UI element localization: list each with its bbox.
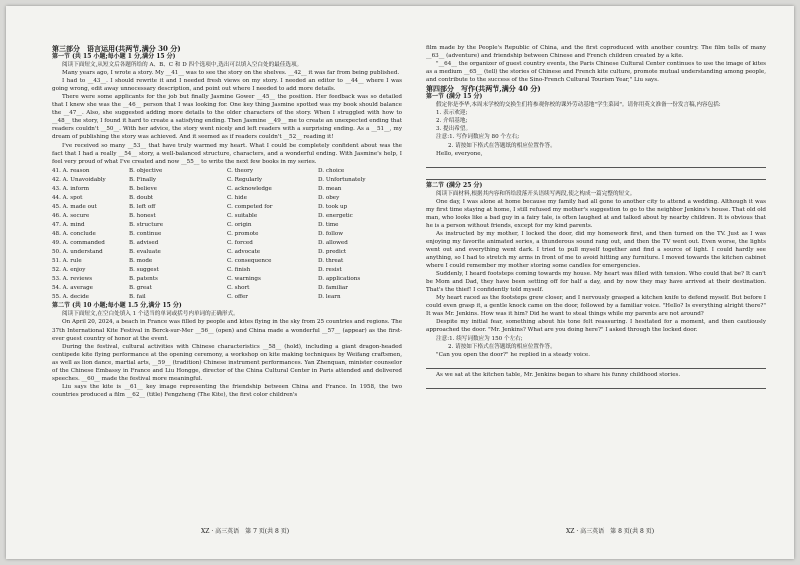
option-c: C. competed for	[227, 203, 273, 210]
option-a: 45. A. made out	[52, 203, 97, 210]
section-4-part-2-instructions: 阅读下面材料,根据其内容和所给段落开头语续写两段,使之构成一篇完整的短文。	[436, 190, 636, 197]
section-4-part-1-title: 第一节 (满分 15 分)	[426, 93, 483, 101]
option-b: B. Finally	[129, 176, 157, 183]
option-a: 55. A. decide	[52, 294, 89, 301]
section-3-part-1-title: 第一节 (共 15 小题;每小题 1 分,满分 15 分)	[52, 53, 176, 60]
option-a: 51. A. rule	[52, 258, 82, 265]
option-d: D. took up	[318, 203, 348, 210]
salutation: Hello, everyone,	[436, 150, 483, 157]
note-item: 1. 续写词数应为 150 个左右;	[449, 335, 523, 342]
option-c: C. short	[227, 285, 250, 292]
option-row	[52, 221, 402, 229]
cloze-paragraph-2: I had to __43__. I should rewrite it and I needed fresh views on my story. I needed an editor to __44__ where I was going wrong, edit away unnecessary description, and point out where I needed to add more details.	[52, 78, 402, 93]
story-paragraph-4: My heart raced as the footsteps grew closer, and I nervously grasped a kitchen knife to defend myself. But before I could even grasp it, a gentle knock came on the door, followed by a familiar voice. "Hello? Is everything alright there?" It was Mr. Jenkins. How was it him? Did he want to steal things while my parents are not around?	[426, 295, 766, 318]
option-d: D. energetic	[318, 212, 353, 219]
cloze-paragraph-4: I've received so many __53__ that have truly warmed my heart. What I could be completely confident about was the fact that I had a really __54__ story, a well-balanced structure, characters, and a wonderful ending. With Jasmine's help, I feel very proud of what I've created and now __55__ to write the next few books in my series.	[52, 142, 402, 165]
option-c: C. suitable	[227, 212, 258, 219]
continuation-prompt-2: As we sat at the kitchen table, Mr. Jenkins began to share his funny childhood stories.	[436, 371, 681, 378]
option-a: 47. A. mind	[52, 221, 85, 228]
option-c: C. hide	[227, 194, 247, 201]
option-a: 46. A. secure	[52, 212, 90, 219]
option-c: C. promote	[227, 230, 259, 237]
section-3-part-2-title: 第二节 (共 10 小题;每小题 1.5 分,满分 15 分)	[52, 302, 182, 310]
answer-line[interactable]	[426, 170, 766, 180]
option-c: C. finish	[227, 267, 251, 274]
option-row	[52, 275, 402, 283]
option-row	[52, 176, 402, 184]
option-a: 44. A. spot	[52, 194, 83, 201]
page-footer-7: XZ · 高三英语 第 7 页(共 8 页)	[201, 528, 290, 535]
option-a: 43. A. inform	[52, 185, 90, 192]
option-a: 41. A. reason	[52, 167, 90, 174]
note-item: 2. 请按如下格式在答题纸的相应位置作答。	[448, 343, 556, 350]
cloze-paragraph-1: Many years ago, I wrote a story. My __41__ was to see the story on the shelves. __42__ it was far from being published.	[62, 70, 400, 77]
section-3-title: 第三部分 语言运用(共两节,满分 30 分)	[52, 44, 181, 53]
note-item: 1. 写作词数应为 80 个左右;	[449, 134, 520, 141]
option-c: C. offer	[227, 294, 248, 301]
option-row	[52, 230, 402, 238]
option-a: 50. A. understand	[52, 249, 103, 256]
options-list	[52, 167, 402, 302]
option-b: B. patents	[129, 276, 158, 283]
answer-line[interactable]	[426, 359, 766, 369]
option-row	[52, 248, 402, 256]
option-d: D. learn	[318, 294, 341, 301]
option-d: D. allowed	[318, 240, 348, 247]
option-a: 49. A. commanded	[52, 240, 105, 247]
story-paragraph-1: One day, I was alone at home because my family had all gone to another city to attend a wedding. Although it was my first time staying at home, I still refused my mother's suggestion to go to the neighbor Jenkins's house. That old old man, who looks like a bad guy in a fairy tale, is often laughed at and talked about by nearby children. It is obvious that he is a person without friends, except for my kind parents.	[426, 198, 766, 229]
option-b: B. objective	[129, 167, 163, 174]
grammar-paragraph-1: On April 20, 2024, a beach in France was filled by people and kites flying in the sky from 25 countries and regions. The 37th International Kite Festival in Berck-sur-Mer __56__ (open) and China made a wonderful __57__ (appear) as the first-ever guest country of honor at the event.	[52, 319, 402, 342]
continuation-prompt-1: "Can you open the door?" he replied in a steady voice.	[436, 351, 591, 358]
option-d: D. follow	[318, 230, 344, 237]
grammar-paragraph-4: "__64__ the organizer of guest country events, the Paris Chinese Cultural Center continues to use the image of kites as a medium __65__ (tell) the stories of Chinese and French kite culture, promote mutual understanding among people, and contribute to the success of the Sino-French Cultural Tourism Year," Liu says.	[426, 61, 766, 84]
option-a: 52. A. enjoy	[52, 267, 86, 274]
option-row	[52, 185, 402, 193]
option-b: B. doubt	[129, 194, 154, 201]
option-d: D. threat	[318, 258, 344, 265]
option-c: C. origin	[227, 221, 252, 228]
option-b: B. advised	[129, 240, 159, 247]
right-column	[426, 44, 766, 391]
answer-line[interactable]	[426, 379, 766, 389]
answer-line[interactable]	[426, 158, 766, 168]
option-c: C. advocate	[227, 249, 261, 256]
option-row	[52, 284, 402, 292]
option-a: 53. A. reviews	[52, 276, 93, 283]
option-row	[52, 194, 402, 202]
grammar-paragraph-2: During the festival, cultural activities with Chinese characteristics __58__ (hold), including a giant dragon-headed centipede kite flying performance at the opening ceremony, a workshop on kite making techniques by Weifang craftsmen, as well as lion dance, martial arts, __59__ (tradition) Chinese instrument performances. Yan Zhenquan, minister counselor of the Chinese Embassy in France and Liu Hongge, director of the China Cultural Center in Paris attended and delivered speeches. __60__ made the festival more meaningful.	[52, 343, 402, 382]
option-c: C. consequence	[227, 258, 272, 265]
option-d: D. applications	[318, 276, 361, 283]
option-c: C. forced	[227, 240, 253, 247]
option-c: C. theory	[227, 167, 253, 174]
option-d: D. time	[318, 221, 339, 228]
option-b: B. suggest	[129, 267, 159, 274]
page-footer-8: XZ · 高三英语 第 8 页(共 8 页)	[566, 528, 655, 535]
option-a: 42. A. Unavoidably	[52, 176, 106, 183]
cloze-paragraph-3: There were some applicants for the job but finally Jasmine Gower __45__ the position. Her feedback was so detailed that I knew she was the __46__ person that I was looking for. One key thing Jasmine spotted was my book should balance the __47__. Also, she suggested adding more details to the older characters of the story. When I struggled with how to __48__ the story, I found it hard to create a satisfying ending. Then Jasmine __49__ me to create an unexpected ending that readers couldn't __50__. With her advice, the story went nicely and left readers with a surprising ending. As a __51__, my dream of publishing the story was achieved. And it seemed as if readers couldn't __52__ reading it!	[52, 94, 402, 141]
option-b: B. continue	[129, 230, 162, 237]
option-row	[52, 203, 402, 211]
option-d: D. choice	[318, 167, 345, 174]
option-row	[52, 167, 402, 175]
note-item: 2. 请按如下格式在答题纸的相应位置作答。	[448, 142, 556, 149]
grammar-paragraph-3-cont: film made by the People's Republic of China, and the first coproduced with another country. The film tells of many __63__ (adventure) and friendship between Chinese and French children created by a kite.	[426, 45, 766, 60]
section-3-part-2-instructions: 阅读下面短文,在空白处填入 1 个适当的单词或括号内单词的正确形式。	[62, 311, 239, 318]
option-c: C. acknowledge	[227, 185, 272, 192]
grammar-paragraph-3: Liu says the kite is __61__ key image representing the friendship between China and France. In 1958, the two countries produced a film __62__ (title) Fengzheng (The Kite), the first color children's	[52, 383, 402, 398]
story-paragraph-3: Suddenly, I heard footsteps coming towards my house. My heart was filled with tension. Who could that be? It can't be Mom and Dad, they have been setting off for half a day, and by now they may have arrived at their destination. That's the thief! I confidently told myself.	[426, 271, 766, 294]
option-b: B. great	[129, 285, 152, 292]
option-b: B. mode	[129, 258, 153, 265]
option-row	[52, 239, 402, 247]
notes-label: 注意:	[436, 134, 450, 141]
task-item: 2. 介绍基地;	[436, 118, 468, 125]
left-column	[52, 44, 402, 399]
option-d: D. predict	[318, 249, 347, 256]
option-row	[52, 212, 402, 220]
option-b: B. left off	[129, 203, 156, 210]
option-d: D. Unfortunately	[318, 176, 366, 183]
option-b: B. fail	[129, 294, 146, 301]
option-b: B. structure	[129, 221, 164, 228]
option-b: B. honest	[129, 212, 156, 219]
option-d: D. familiar	[318, 285, 348, 292]
option-a: 54. A. average	[52, 285, 93, 292]
option-row	[52, 257, 402, 265]
section-4-part-2-title: 第二节 (满分 25 分)	[426, 181, 483, 189]
option-row	[52, 293, 402, 301]
option-c: C. warnings	[227, 276, 261, 283]
option-b: B. evaluate	[129, 249, 161, 256]
section-3-part-1-instructions: 阅读下面短文,从短文后各题所给的 A、B、C 和 D 四个选项中,选出可以填入空白处的最佳选项。	[62, 62, 303, 69]
option-row	[52, 266, 402, 274]
exam-sheet	[6, 6, 794, 559]
option-b: B. believe	[129, 185, 157, 192]
option-d: D. resist	[318, 267, 342, 274]
story-paragraph-2: As instructed by my mother, I locked the door, did my homework first, and then turned on the TV. Just as I was enjoying my favorite animated series, a thunderous sound rang out, and then the TV went out. Even worse, the lights went out and everything went dark. I tried to pull myself together and find a source of light. I could hardly see anything, so I had to stretch my arms in front of me to avoid hitting any furniture. I moved towards the kitchen cabinet where I could remember my mother storing some candles for emergencies.	[426, 230, 766, 270]
option-d: D. mean	[318, 185, 342, 192]
option-d: D. obey	[318, 194, 340, 201]
section-4-title: 第四部分 写作(共两节,满分 40 分)	[426, 84, 541, 94]
task-item: 1. 表示欢迎;	[436, 110, 468, 117]
option-c: C. Regularly	[227, 176, 263, 183]
section-4-part-1-instructions: 假定你是李华,本周末学校的交换生们将参观你校的课外劳动基地"学生菜园"。请你用英文准备一份发言稿,内容包括:	[436, 102, 721, 109]
option-a: 48. A. conclude	[52, 230, 96, 237]
story-paragraph-5: Despite my initial fear, something about his tone felt reassuring. I hesitated for a moment, and then cautiously approached the door. "Mr. Jenkins? What are you doing here?" I asked through the locked door.	[426, 319, 766, 334]
notes-label: 注意:	[436, 335, 450, 342]
task-item: 3. 提出希望。	[436, 126, 472, 133]
